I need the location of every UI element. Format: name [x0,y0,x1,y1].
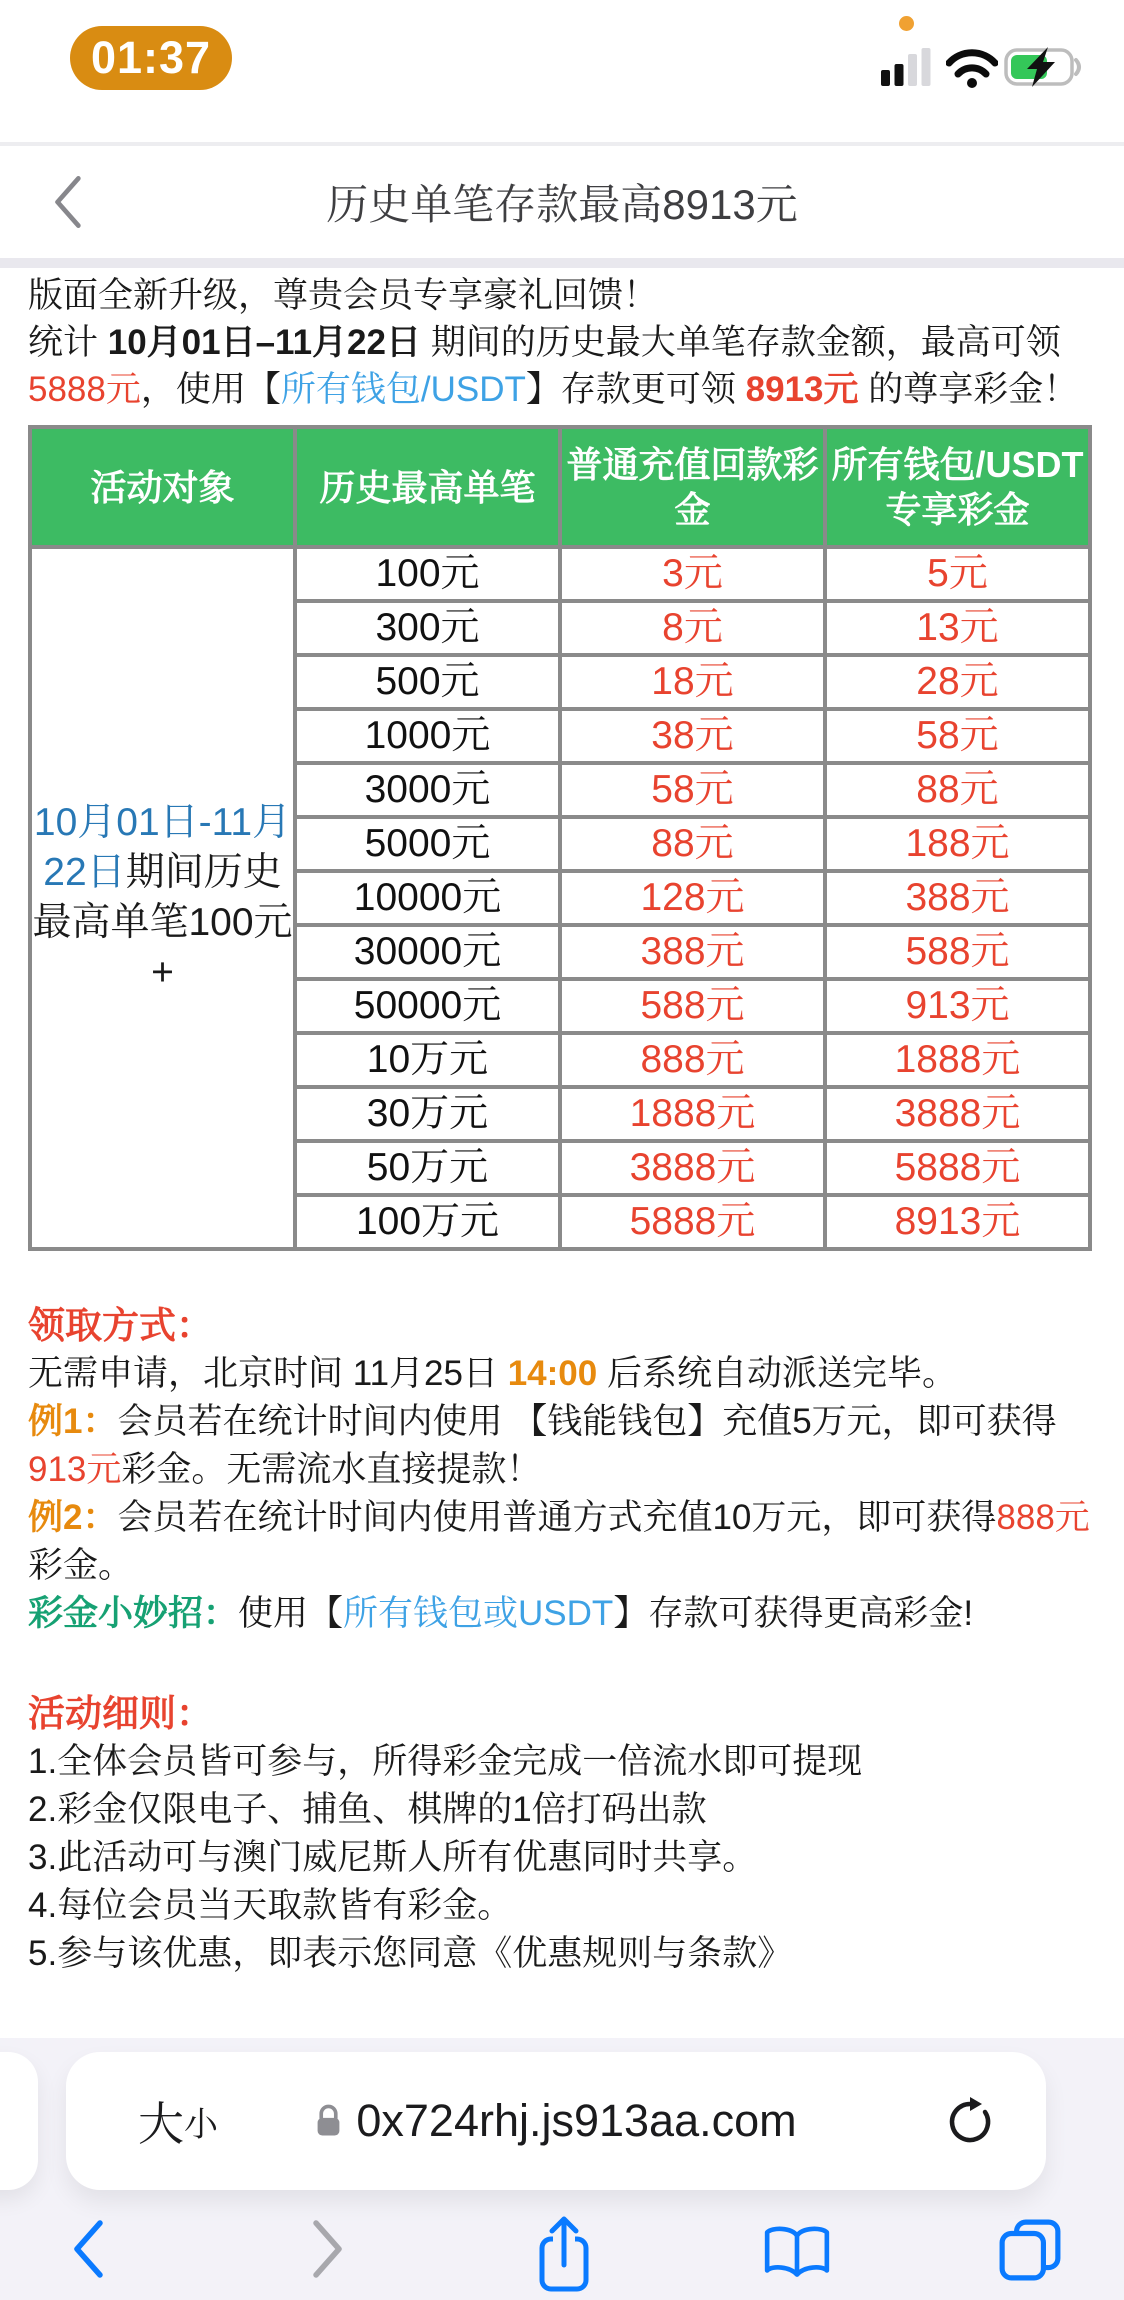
intro-line-2 [28,319,1096,413]
text-segment: 无需申请，北京时间 11月25日 [28,1354,508,1393]
nav-bar [0,146,1124,258]
battery-charging-icon [1004,47,1090,87]
bookmarks-button[interactable] [762,2224,832,2284]
status-bar [0,0,1124,142]
url-bar[interactable] [66,2052,1046,2190]
usdt-bonus-cell: 913元 [825,979,1090,1033]
normal-bonus-cell: 8元 [560,601,825,655]
font-size-small-label: 小 [184,2105,218,2144]
normal-bonus-cell: 3元 [560,547,825,601]
normal-bonus-cell: 388元 [560,925,825,979]
bonus-table-body [30,547,1090,1249]
bonus-tip [28,1590,1096,1638]
browser-forward-button[interactable] [310,2218,346,2280]
text-segment: 8913元 [745,370,859,409]
text-segment: 10月01日-11月22日 [33,801,292,894]
wifi-icon [946,48,998,88]
normal-bonus-cell: 18元 [560,655,825,709]
text-segment: 会员若在统计时间内使用普通方式充值10万元，即可获得 [117,1498,997,1537]
usdt-bonus-cell: 58元 [825,709,1090,763]
deposit-amount-cell: 1000元 [295,709,560,763]
lock-icon [315,2103,342,2139]
text-segment: 所有钱包/USDT [280,370,526,409]
text-segment: 所有钱包或USDT [343,1594,614,1633]
rules-heading: 活动细则： [28,1693,213,1734]
deposit-amount-cell: 100万元 [295,1195,560,1249]
text-segment: 使用【 [238,1594,344,1633]
rule-item: 1.全体会员皆可参与，所得彩金完成一倍流水即可提现 [28,1742,863,1781]
usdt-bonus-cell: 5888元 [825,1141,1090,1195]
adjacent-tab-fragment[interactable] [0,2052,38,2190]
normal-bonus-cell: 588元 [560,979,825,1033]
text-segment: 会员若在统计时间内使用 【钱能钱包】充值5万元，即可获得 [117,1402,1057,1441]
table-row [30,547,1090,601]
text-segment: 彩金小妙招： [28,1594,239,1633]
reload-icon [944,2093,996,2149]
deposit-amount-cell: 10000元 [295,871,560,925]
normal-bonus-cell: 58元 [560,763,825,817]
normal-bonus-cell: 5888元 [560,1195,825,1249]
normal-bonus-cell: 88元 [560,817,825,871]
reload-button[interactable] [944,2052,996,2190]
usdt-bonus-cell: 5元 [825,547,1090,601]
web-content [0,268,1124,2038]
usdt-bonus-cell: 588元 [825,925,1090,979]
text-segment: ，使用【 [140,370,281,409]
deposit-amount-cell: 50000元 [295,979,560,1033]
text-segment: 例2： [28,1498,118,1537]
back-chevron-icon[interactable] [50,172,84,232]
deposit-amount-cell: 30万元 [295,1087,560,1141]
normal-bonus-cell: 3888元 [560,1141,825,1195]
font-size-big-label: 大 [138,2098,184,2150]
header-usdt-bonus: 所有钱包/USDT专享彩金 [825,427,1090,547]
table-header-row [30,427,1090,547]
normal-bonus-cell: 888元 [560,1033,825,1087]
deposit-amount-cell: 50万元 [295,1141,560,1195]
url-display[interactable] [66,2052,1046,2190]
recording-dot-icon [899,16,914,31]
normal-bonus-cell: 1888元 [560,1087,825,1141]
usdt-bonus-cell: 388元 [825,871,1090,925]
rule-item: 4.每位会员当天取款皆有彩金。 [28,1886,513,1925]
normal-bonus-cell: 128元 [560,871,825,925]
text-segment: 统计 [28,323,108,362]
usdt-bonus-cell: 8913元 [825,1195,1090,1249]
activity-target-cell [30,547,295,1249]
text-segment: 888元 [996,1498,1090,1537]
example-1 [28,1398,1096,1494]
usdt-bonus-cell: 188元 [825,817,1090,871]
rule-item: 2.彩金仅限电子、捕鱼、棋牌的1倍打码出款 [28,1790,707,1829]
tabs-button[interactable] [998,2218,1062,2282]
deposit-amount-cell: 100元 [295,547,560,601]
header-activity-target: 活动对象 [30,427,295,547]
deposit-amount-cell: 5000元 [295,817,560,871]
text-segment: 后系统自动派送完毕。 [597,1354,957,1393]
text-segment: 14:00 [507,1354,598,1393]
status-time: 01:37 [90,32,212,83]
text-segment: 】存款更可领 [525,370,746,409]
page-title: 历史单笔存款最高8913元 [326,181,798,228]
usdt-bonus-cell: 88元 [825,763,1090,817]
text-segment: 913元 [28,1450,122,1489]
normal-bonus-cell: 38元 [560,709,825,763]
text-segment: 】存款可获得更高彩金! [613,1594,974,1633]
usdt-bonus-cell: 13元 [825,601,1090,655]
deposit-amount-cell: 500元 [295,655,560,709]
text-segment: + [151,951,174,994]
text-segment: 期间历史最高单笔100元 [32,851,293,944]
text-segment: 彩金。无需流水直接提款！ [121,1450,542,1489]
browser-back-button[interactable] [70,2218,106,2280]
deposit-amount-cell: 300元 [295,601,560,655]
rule-item: 3.此活动可与澳门威尼斯人所有优惠同时共享。 [28,1838,758,1877]
usdt-bonus-cell: 28元 [825,655,1090,709]
share-button[interactable] [534,2210,594,2298]
bonus-table [28,425,1092,1251]
example-2 [28,1494,1096,1590]
status-time-pill [70,26,232,90]
claim-heading: 领取方式： [28,1305,213,1346]
rule-item: 5.参与该优惠，即表示您同意《优惠规则与条款》 [28,1934,793,1973]
text-segment: 彩金。 [28,1546,134,1585]
usdt-bonus-cell: 3888元 [825,1087,1090,1141]
url-text: 0x724rhj.js913aa.com [356,2095,797,2146]
text-segment: 例1： [28,1402,118,1441]
cellular-signal-icon [881,46,935,86]
header-max-single: 历史最高单笔 [295,427,560,547]
text-segment: 的尊享彩金！ [858,370,1079,409]
deposit-amount-cell: 10万元 [295,1033,560,1087]
header-normal-bonus: 普通充值回款彩金 [560,427,825,547]
text-segment: 5888元 [28,370,141,409]
claim-body [28,1350,1096,1398]
browser-bottom-bar [0,2038,1124,2300]
deposit-amount-cell: 30000元 [295,925,560,979]
page-top-strip [0,258,1124,268]
text-segment: 期间的历史最大单笔存款金额，最高可领 [421,323,1061,362]
usdt-bonus-cell: 1888元 [825,1033,1090,1087]
intro-line-1: 版面全新升级，尊贵会员专享豪礼回馈！ [28,276,659,315]
text-segment: 10月01日–11月22日 [107,323,421,362]
deposit-amount-cell: 3000元 [295,763,560,817]
